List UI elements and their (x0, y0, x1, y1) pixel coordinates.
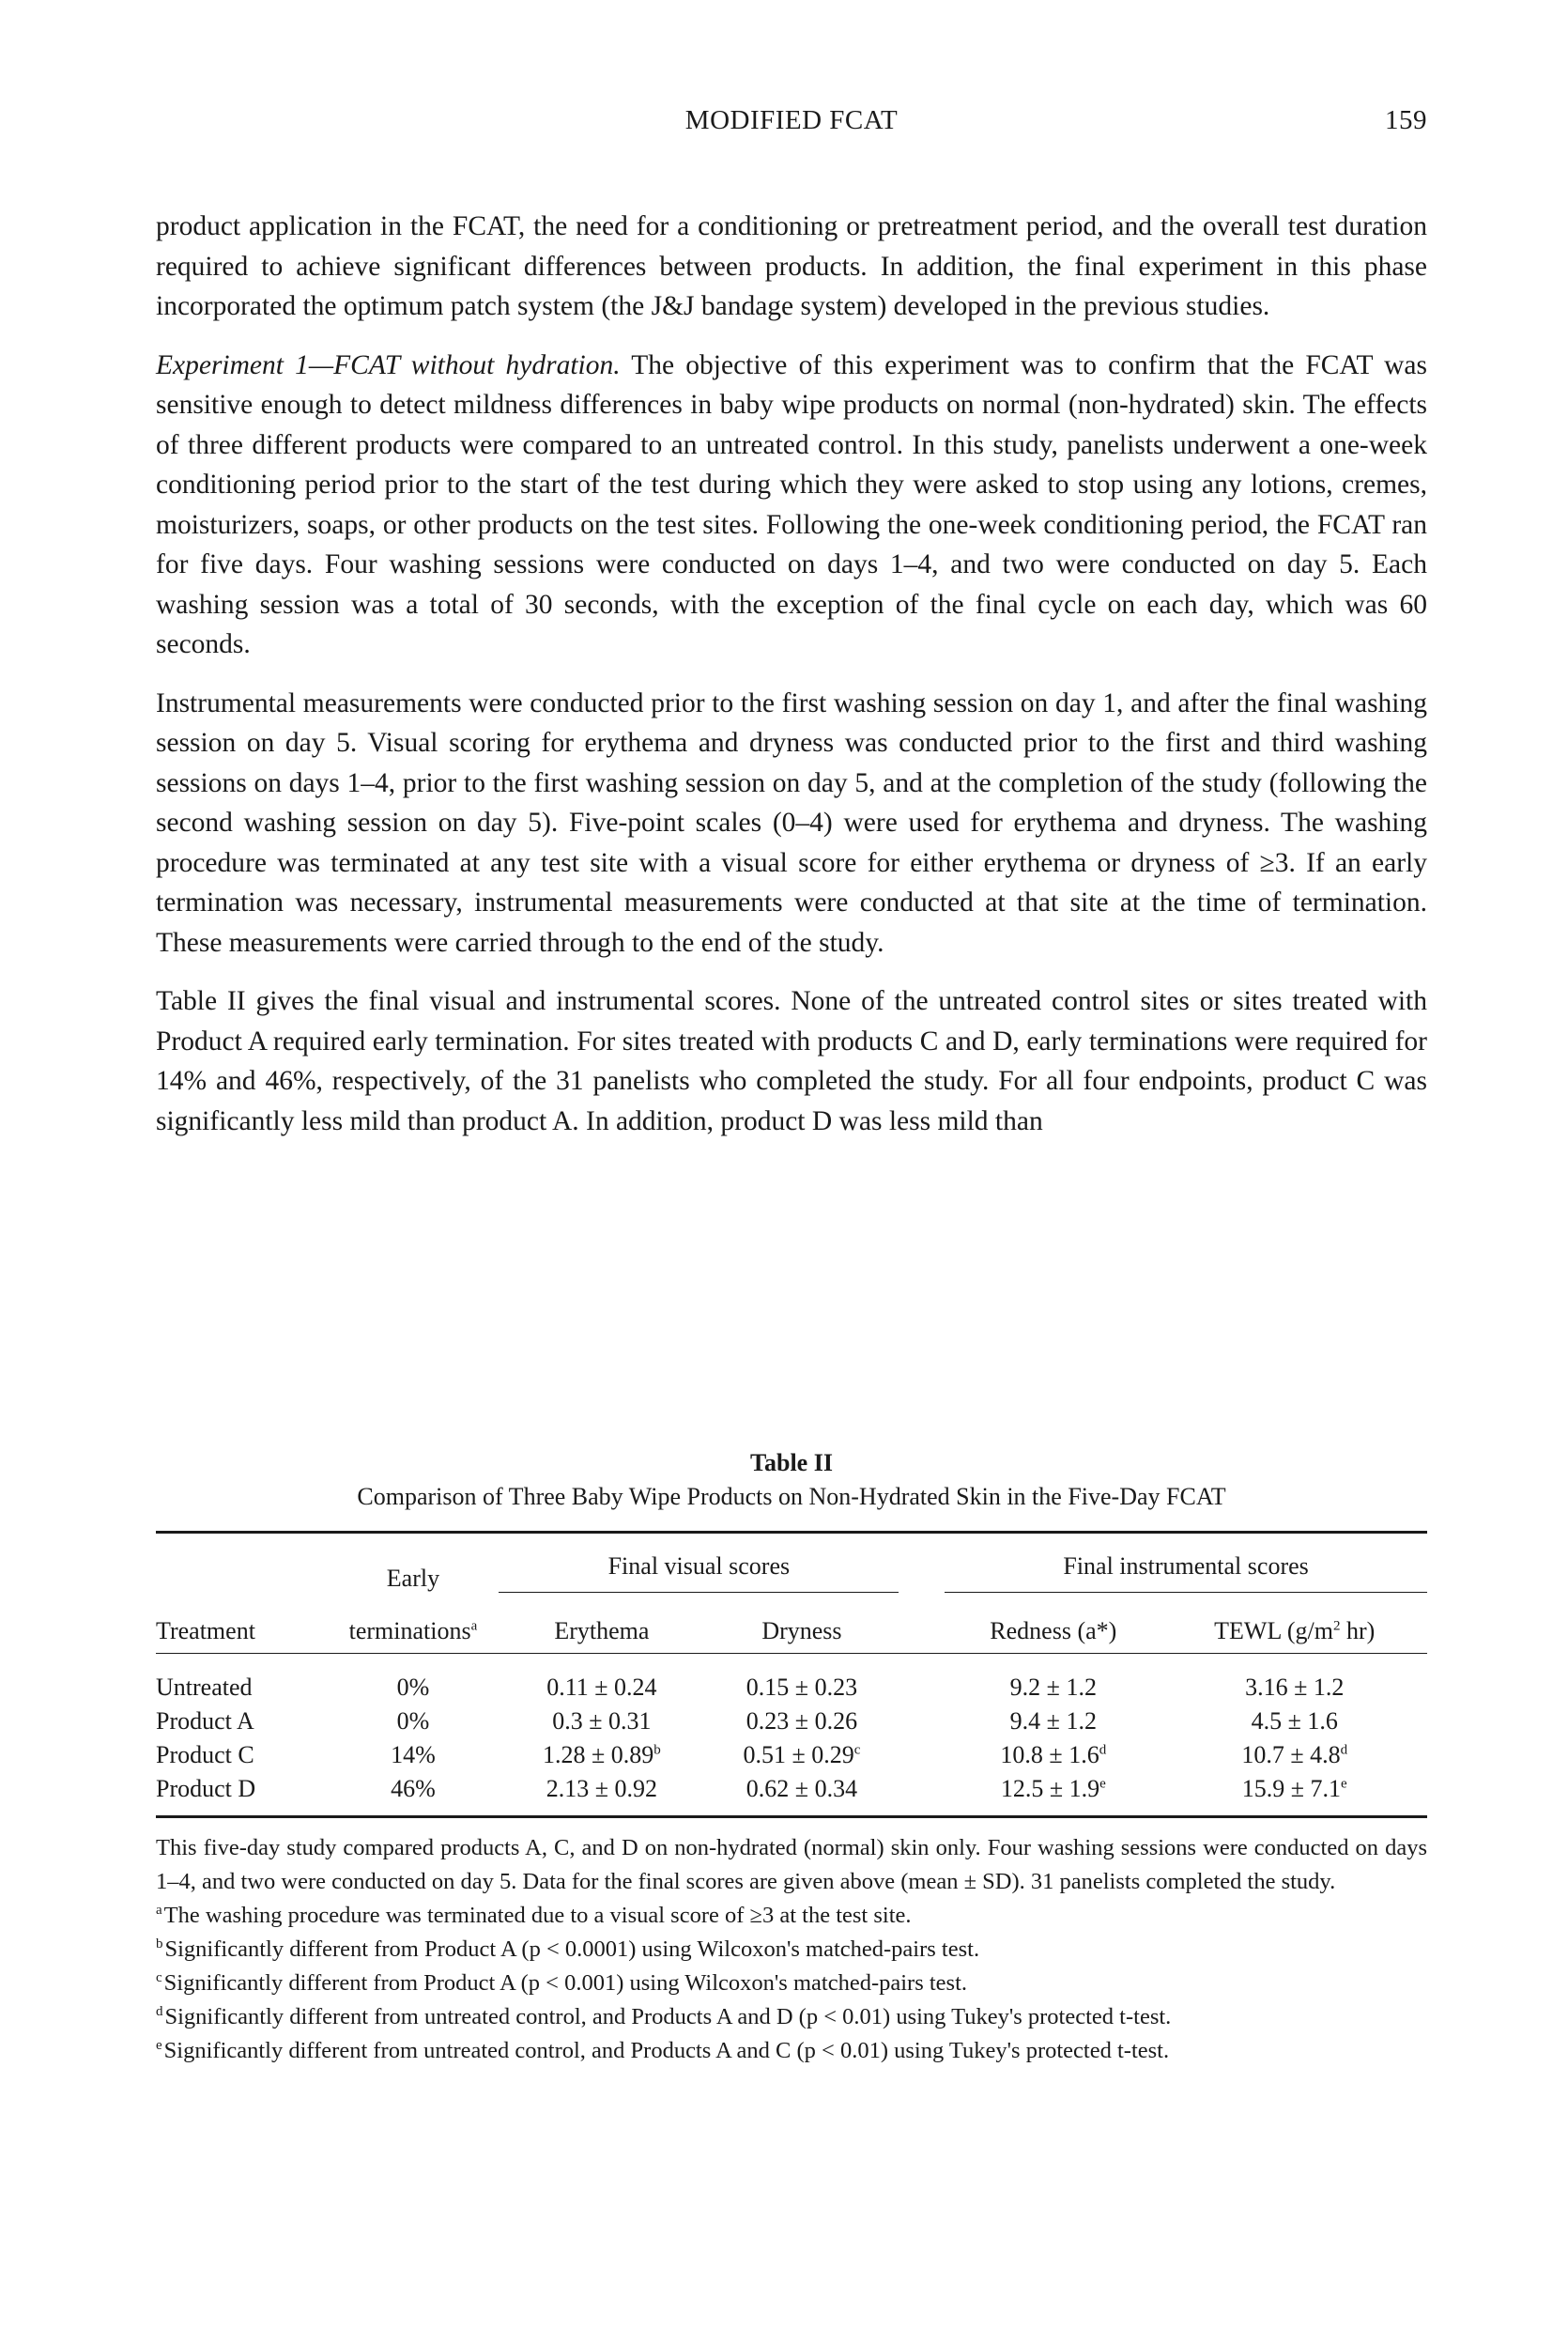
running-title: MODIFIED FCAT (684, 105, 899, 135)
footnote-d: $^d$Significantly different from untreated control, and Products A and D (p < 0.01) using Tukey's protected t-test. (156, 2003, 1172, 2029)
running-head (156, 105, 1427, 143)
table-caption: Comparison of Three Baby Wipe Products on Non-Hydrated Skin in the Five-Day FCAT (357, 1483, 1226, 1510)
cell-erythema: 0.11 ± 0.24 (546, 1674, 657, 1701)
page-number: 159 (1385, 105, 1427, 135)
footnote-b: $^b$Significantly different from Product A (p < 0.0001) using Wilcoxon's matched-pairs test. (156, 1936, 980, 1962)
table-bottom-rule (156, 1815, 1427, 1818)
cell-redness: 9.4 ± 1.2 (1009, 1707, 1097, 1735)
cell-early: 46% (391, 1775, 436, 1802)
cell-early: 14% (391, 1741, 436, 1768)
table-ii (156, 1448, 1427, 2068)
paragraph (156, 684, 1427, 964)
col-early-line1: Early (386, 1564, 440, 1592)
table-notes (156, 1831, 1427, 2068)
cell-treatment: Product D (156, 1775, 256, 1802)
paragraph-text: The objective of this experiment was to confirm that the FCAT was sensitive enough to detect mildness differences in baby wipe products on normal (non-hydrated) skin. The effects of three different products were compared to an untreated control. In this study, panelists underwent a one-week conditioning period prior to the start of the test during which they were asked to stop using any lotions, cremes, moisturizers, soaps, or other products on the test sites. Following the one-week conditioning period, the FCAT ran for five days. Four washing sessions were conducted on days 1–4, and two were conducted on day 5. Each washing session was a total of 30 seconds, with the exception of the final cycle on each day, which was 60 seconds. (156, 349, 1427, 659)
paragraph (156, 207, 1427, 327)
cell-treatment: Product A (156, 1707, 254, 1735)
cell-erythema: 1.28 ± 0.89$^b$ (542, 1741, 661, 1768)
footnote-a: $^a$The washing procedure was terminated due to a visual score of ≥3 at the test site. (156, 1902, 912, 1928)
col-header-redness: Redness (a*) (990, 1617, 1117, 1644)
cell-dryness: 0.15 ± 0.23 (746, 1674, 858, 1701)
cell-redness: 10.8 ± 1.6$^d$ (1000, 1741, 1107, 1768)
paragraph-text: Instrumental measurements were conducted prior to the first washing session on day 1, and after the final washing session on day 5. Visual scoring for erythema and dryness was conducted prior to the first and third washing sessions on days 1–4, prior to the first washing session on day 5, and at the completion of the study (following the second washing session on day 5). Five-point scales (0–4) were used for erythema and dryness. The washing procedure was terminated at any test site with a visual score for either erythema or dryness of ≥3. If an early termination was necessary, instrumental measurements were conducted at that site at the time of termination. These measurements were carried through to the end of the study. (156, 687, 1427, 958)
col-header-erythema: Erythema (554, 1617, 650, 1644)
footnote-c: $^c$Significantly different from Product A (p < 0.001) using Wilcoxon's matched-pairs test. (156, 1969, 967, 1996)
cell-tewl: 10.7 ± 4.8$^d$ (1241, 1741, 1348, 1768)
cell-redness: 12.5 ± 1.9$^e$ (1000, 1775, 1106, 1802)
cell-tewl: 4.5 ± 1.6 (1251, 1707, 1338, 1735)
body-text (156, 207, 1427, 1160)
table-row (156, 1772, 1427, 1815)
table-row (156, 1738, 1427, 1772)
results-table (156, 1534, 1427, 1815)
cell-dryness: 0.23 ± 0.26 (746, 1707, 858, 1735)
footnote-e: $^e$Significantly different from untreated control, and Products A and C (p < 0.01) using Tukey's protected t-test. (156, 2037, 1170, 2063)
cell-erythema: 0.3 ± 0.31 (552, 1707, 652, 1735)
cell-dryness: 0.51 ± 0.29$^c$ (743, 1741, 861, 1768)
paragraph (156, 346, 1427, 665)
cell-tewl: 3.16 ± 1.2 (1245, 1674, 1345, 1701)
col-header-early-terminations: terminations$^a$ (348, 1617, 478, 1644)
col-header-tewl: TEWL ($g/m^2$ hr) (1214, 1617, 1376, 1644)
col-header-treatment: Treatment (156, 1617, 255, 1644)
cell-dryness: 0.62 ± 0.34 (746, 1775, 858, 1802)
cell-treatment: Untreated (156, 1674, 253, 1701)
table-group-header-row (156, 1534, 1427, 1593)
cell-redness: 9.2 ± 1.2 (1009, 1674, 1097, 1701)
col-header-dryness: Dryness (761, 1617, 842, 1644)
paragraph-text: Table II gives the final visual and instrumental scores. None of the untreated control sites or sites treated with Product A required early termination. For sites treated with products C and D, early terminations were required for 14% and 46%, respectively, of the 31 panelists who completed the study. For all four endpoints, product C was significantly less mild than product A. In addition, product D was less mild than (156, 986, 1427, 1136)
cell-early: 0% (396, 1707, 430, 1735)
paragraph-text: product application in the FCAT, the need for a conditioning or pretreatment period, and the overall test duration required to achieve significant differences between products. In addition, the final experiment in this phase incorporated the optimum patch system (the J&J bandage system) developed in the previous studies. (156, 211, 1427, 321)
table-column-header-row (156, 1593, 1427, 1654)
table-label: Table II (750, 1449, 833, 1476)
cell-treatment: Product C (156, 1741, 254, 1768)
table-row (156, 1705, 1427, 1738)
cell-tewl: 15.9 ± 7.1$^e$ (1241, 1775, 1347, 1802)
cell-early: 0% (396, 1674, 430, 1701)
cell-erythema: 2.13 ± 0.92 (546, 1775, 657, 1802)
group-header-visual: Final visual scores (499, 1534, 899, 1593)
paragraph (156, 981, 1427, 1141)
table-summary-note: This five-day study compared products A, C, and D on non-hydrated (normal) skin only. Four washing sessions were conducted on days 1–4, and two were conducted on day 5. Data for the final scores are given above (mean ± SD). 31 panelists completed the study. (156, 1835, 1427, 1894)
group-header-instrumental: Final instrumental scores (945, 1534, 1427, 1593)
experiment-heading: Experiment 1—FCAT without hydration. (156, 349, 621, 380)
table-row (156, 1654, 1427, 1705)
